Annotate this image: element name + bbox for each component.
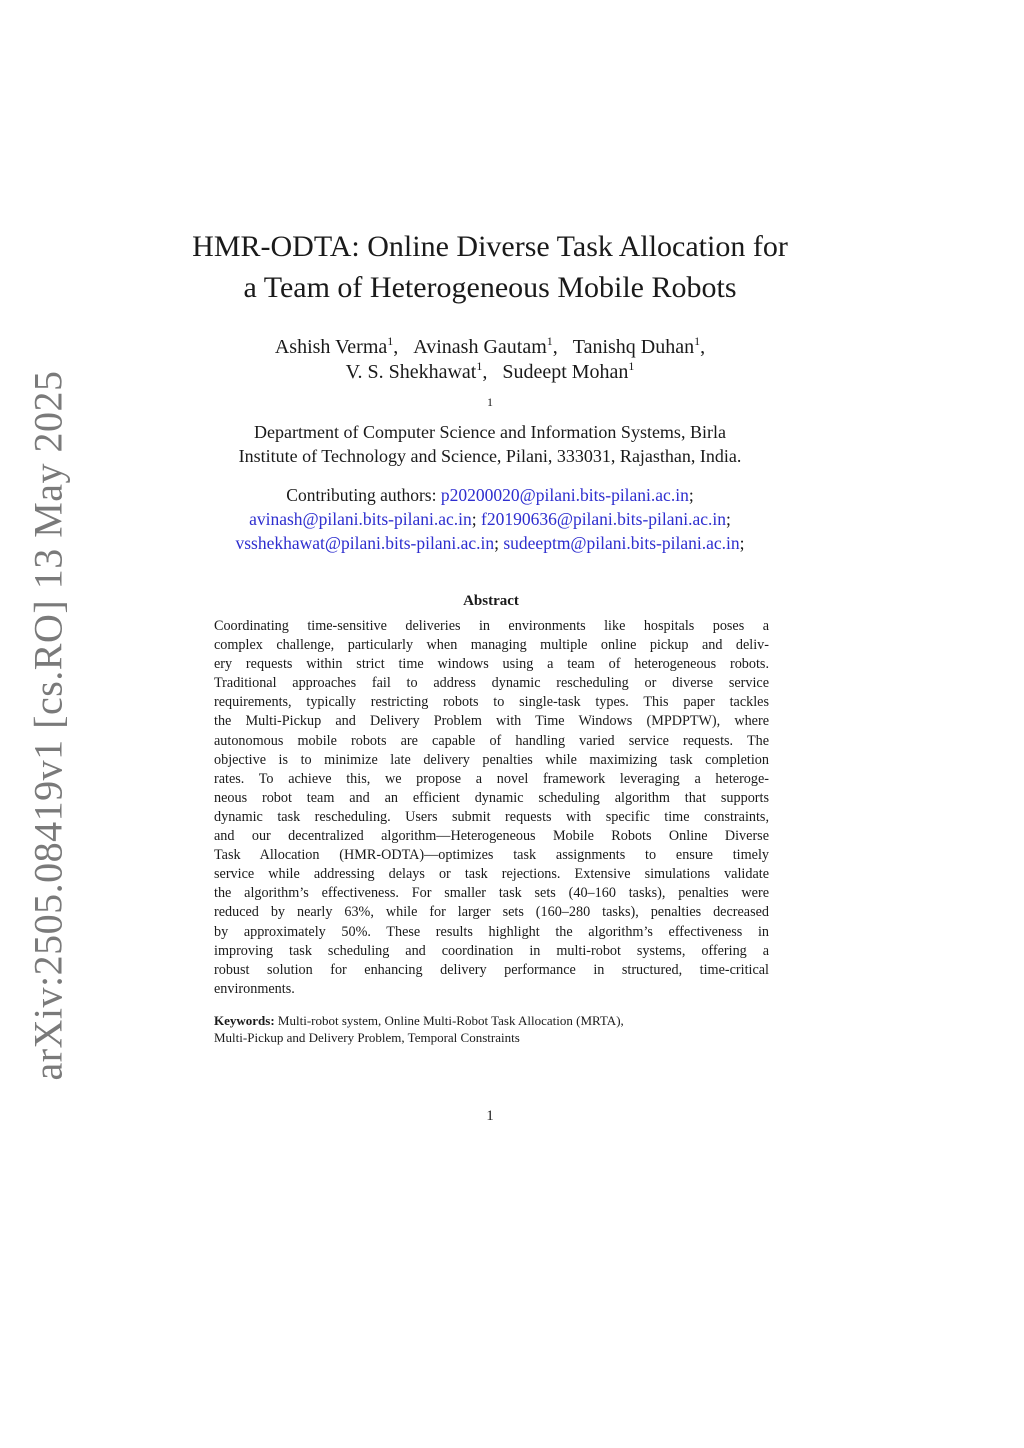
paper-title [150, 226, 830, 308]
abstract-line: dynamic task rescheduling. Users submit requests with specific time constraints, [214, 808, 769, 825]
email-link[interactable]: avinash@pilani.bits-pilani.ac.in [249, 509, 472, 529]
email-link[interactable]: vsshekhawat@pilani.bits-pilani.ac.in [235, 533, 495, 553]
abstract-line: environments. [214, 980, 295, 997]
abstract-line: ery requests within strict time windows using a team of heterogeneous robots. [214, 656, 769, 673]
author-list [150, 335, 830, 385]
abstract-line: the algorithm’s effectiveness. For smaller task sets (40–160 tasks), penalties were [214, 885, 769, 902]
abstract-line: Traditional approaches fail to address dynamic rescheduling or diverse service [214, 675, 769, 692]
keywords-label: Keywords: [214, 1013, 275, 1028]
title-line: HMR-ODTA: Online Diverse Task Allocation for [192, 230, 788, 263]
abstract-line: objective is to minimize late delivery penalties while maximizing task completion [214, 751, 769, 768]
contact-line: vsshekhawat@pilani.bits-pilani.ac.in; sudeeptm@pilani.bits-pilani.ac.in; [235, 533, 745, 553]
author: Ashish Verma$^1$, [274, 334, 399, 358]
affiliation-line: Institute of Technology and Science, Pilani, 333031, Rajasthan, India. [238, 446, 742, 466]
contact-line: Contributing authors: p20200020@pilani.bits-pilani.ac.in; [286, 485, 694, 505]
author-line [150, 360, 830, 385]
abstract-line: improving task scheduling and coordination in multi-robot systems, offering a [214, 942, 769, 959]
author: Tanishq Duhan$^1$, [572, 334, 706, 358]
abstract-line: complex challenge, particularly when managing multiple online pickup and deliv- [214, 637, 769, 654]
affiliation [150, 396, 830, 468]
abstract-line: rates. To achieve this, we propose a novel framework leveraging a heteroge- [214, 770, 769, 787]
abstract-heading: Abstract [463, 593, 519, 609]
abstract-line: Task Allocation (HMR-ODTA)—optimizes task assignments to ensure timely [214, 847, 769, 864]
abstract-line: robust solution for enhancing delivery performance in structured, time-critical [214, 961, 769, 978]
keywords-line: Multi-Pickup and Delivery Problem, Temporal Constraints [214, 1030, 520, 1045]
abstract-line: neous robot team and an efficient dynamic scheduling algorithm that supports [214, 789, 769, 806]
keywords-line: Keywords: Multi-robot system, Online Multi-Robot Task Allocation (MRTA), [214, 1013, 624, 1028]
page-number: 1 [486, 1108, 494, 1124]
author: Avinash Gautam$^1$, [413, 334, 558, 358]
abstract-line: service while addressing delays or task rejections. Extensive simulations validate [214, 866, 769, 883]
keywords [214, 1012, 769, 1046]
email-link[interactable]: f20190636@pilani.bits-pilani.ac.in [481, 509, 727, 529]
abstract-line: the Multi-Pickup and Delivery Problem with Time Windows (MPDPTW), where [214, 713, 769, 730]
email-link[interactable]: sudeeptm@pilani.bits-pilani.ac.in [503, 533, 740, 553]
abstract-line: by approximately 50%. These results highlight the algorithm’s effectiveness in [214, 923, 769, 940]
abstract-body [214, 617, 769, 999]
email-link[interactable]: p20200020@pilani.bits-pilani.ac.in [440, 485, 689, 505]
author: Sudeept Mohan$^1$ [502, 359, 635, 383]
contributing-authors [150, 483, 830, 555]
contact-label: Contributing authors: [286, 485, 437, 505]
abstract-line: requirements, typically restricting robots to single-task types. This paper tackles [214, 694, 769, 711]
abstract-line: reduced by nearly 63%, while for larger sets (160–280 tasks), penalties decreased [214, 904, 769, 921]
affiliation-line: $^1$ Department of Computer Science and Information Systems, Birla [254, 395, 726, 442]
abstract-line: and our decentralized algorithm—Heterogeneous Mobile Robots Online Diverse [214, 828, 769, 845]
arxiv-identifier-stamp [16, 369, 80, 1081]
author-line [150, 335, 830, 360]
title-line: a Team of Heterogeneous Mobile Robots [243, 271, 737, 304]
author: V. S. Shekhawat$^1$, [345, 359, 488, 383]
abstract-line: Coordinating time-sensitive deliveries in environments like hospitals poses a [214, 618, 769, 634]
abstract-line: autonomous mobile robots are capable of handling varied service requests. The [214, 732, 769, 749]
arxiv-stamp-text: arXiv:2505.08419v1 [cs.RO] 13 May 2025 [25, 369, 71, 1081]
contact-line: avinash@pilani.bits-pilani.ac.in; f20190636@pilani.bits-pilani.ac.in; [249, 509, 731, 529]
